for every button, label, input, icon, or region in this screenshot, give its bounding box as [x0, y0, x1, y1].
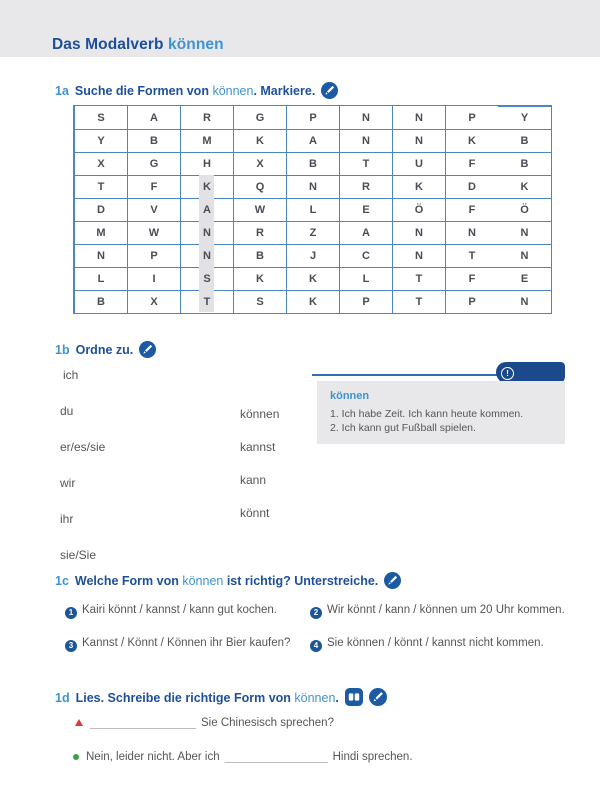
grid-letter: W — [254, 204, 266, 216]
grid-letter: T — [468, 250, 476, 262]
grid-letter: N — [415, 135, 423, 147]
grid-letter: K — [309, 273, 317, 285]
grid-cell[interactable] — [127, 221, 180, 244]
grid-cell[interactable] — [286, 175, 339, 198]
grid-cell[interactable] — [445, 244, 498, 267]
grid-cell[interactable] — [339, 152, 392, 175]
verb-form-list — [240, 407, 279, 539]
grid-letter: N — [362, 111, 370, 124]
grid-letter: T — [415, 296, 423, 308]
page-title — [52, 36, 224, 54]
section-1b-heading — [55, 341, 156, 359]
grid-cell[interactable] — [233, 129, 286, 152]
grid-letter: V — [150, 204, 158, 216]
book-icon — [345, 688, 363, 706]
heading-text-pre: Lies. Schreibe die richtige Form von — [75, 691, 295, 705]
grid-letter: X — [256, 158, 264, 170]
grid-letter: P — [362, 296, 370, 308]
grid-cell[interactable] — [233, 198, 286, 221]
grid-letter: N — [203, 227, 211, 239]
pencil-icon — [369, 688, 387, 706]
grid-cell[interactable] — [445, 267, 498, 290]
grid-cell[interactable] — [233, 244, 286, 267]
grid-cell[interactable] — [127, 129, 180, 152]
grid-letter: F — [468, 158, 476, 170]
grid-cell[interactable] — [286, 290, 339, 313]
grid-letter: L — [309, 204, 317, 216]
section-1d-number: 1d — [55, 691, 70, 705]
grid-cell[interactable] — [233, 152, 286, 175]
grid-cell[interactable] — [74, 175, 127, 198]
grid-cell[interactable] — [286, 221, 339, 244]
grid-letter: S — [256, 296, 264, 308]
grid-letter: M — [202, 135, 212, 147]
pronoun-du[interactable]: du — [60, 404, 74, 418]
grid-cell[interactable] — [339, 175, 392, 198]
grid-letter: X — [97, 158, 105, 170]
section-1b-number: 1b — [55, 343, 70, 357]
grid-cell[interactable] — [74, 267, 127, 290]
grid-cell[interactable] — [498, 198, 551, 221]
pencil-icon — [139, 341, 156, 358]
grid-letter: Q — [255, 181, 265, 193]
heading-text-post: ist richtig? Unterstreiche. — [223, 574, 379, 588]
grid-letter: A — [309, 135, 317, 147]
page-title-verb: können — [167, 36, 224, 53]
grid-letter: N — [415, 111, 423, 124]
grid-letter: N — [362, 135, 370, 147]
grid-letter: K — [520, 181, 529, 193]
grid-letter: E — [362, 204, 370, 216]
grid-cell[interactable] — [339, 244, 392, 267]
exercise-1c-item-2[interactable] — [310, 604, 565, 619]
grid-cell[interactable] — [74, 152, 127, 175]
section-1a-heading — [55, 82, 338, 100]
grid-letter: A — [362, 227, 370, 239]
grid-letter: N — [468, 227, 476, 239]
grid-letter: N — [415, 250, 423, 262]
grid-cell[interactable] — [286, 198, 339, 221]
grid-letter: K — [203, 181, 211, 193]
grid-letter: S — [97, 111, 105, 124]
grid-cell[interactable] — [180, 129, 233, 152]
grid-letter: U — [415, 158, 423, 170]
grid-cell[interactable] — [74, 290, 127, 313]
grid-letter: M — [96, 227, 106, 239]
grid-letter: D — [97, 204, 105, 216]
grid-letter: K — [309, 296, 317, 308]
exercise-1c-item-1[interactable] — [65, 604, 277, 619]
grid-cell[interactable] — [392, 129, 445, 152]
grid-cell[interactable] — [498, 106, 551, 129]
grid-cell[interactable] — [180, 152, 233, 175]
grid-letter: Ö — [520, 204, 529, 216]
verb-form-können[interactable]: können — [240, 407, 280, 421]
grid-cell[interactable] — [127, 198, 180, 221]
dialog-line-question — [75, 717, 334, 729]
heading-text-post: . Markiere. — [253, 84, 316, 98]
grid-letter: L — [362, 273, 370, 285]
grid-letter: F — [150, 181, 158, 193]
grid-letter: Z — [309, 227, 317, 239]
section-1c-heading — [55, 572, 401, 590]
grid-cell[interactable] — [74, 244, 127, 267]
grid-cell[interactable] — [392, 106, 445, 129]
grid-cell[interactable] — [445, 175, 498, 198]
grid-letter: N — [97, 250, 105, 262]
grid-cell[interactable] — [392, 290, 445, 313]
verb-form-kann[interactable]: kann — [240, 473, 267, 487]
grid-letter: K — [256, 135, 264, 147]
grid-letter: I — [152, 273, 156, 285]
highlighted-word-kannst — [199, 175, 214, 312]
heading-text-pre: Welche Form von — [74, 574, 183, 588]
item-1-text: Kairi könnt / kannst / kann gut kochen. — [82, 604, 277, 616]
grid-cell[interactable] — [498, 267, 551, 290]
grid-letter: K — [415, 181, 423, 193]
grid-letter: P — [150, 250, 158, 262]
infobox-example-2: 2. Ich kann gut Fußball spielen. — [330, 421, 476, 434]
heading-text-pre: Ordne zu. — [75, 343, 134, 357]
grid-letter: K — [468, 135, 476, 147]
grid-cell[interactable] — [127, 152, 180, 175]
grid-letter: E — [520, 273, 529, 285]
pencil-icon — [384, 572, 401, 589]
item-3-text: Kannst / Könnt / Können ihr Bier kaufen? — [82, 637, 291, 649]
grid-cell[interactable] — [392, 152, 445, 175]
grid-letter: A — [203, 204, 211, 216]
grid-letter: T — [415, 273, 423, 285]
grid-letter: P — [468, 111, 476, 124]
grid-letter: N — [415, 227, 423, 239]
grid-cell[interactable] — [498, 290, 551, 313]
grid-letter: T — [97, 181, 105, 193]
verb-form-kannst[interactable]: kannst — [240, 440, 276, 454]
grid-letter: Ö — [414, 204, 424, 216]
grid-cell[interactable] — [286, 244, 339, 267]
grid-cell[interactable] — [498, 175, 551, 198]
grid-letter: Y — [97, 135, 105, 147]
pronoun-ihr[interactable]: ihr — [60, 512, 74, 526]
grid-cell[interactable] — [498, 129, 551, 152]
grid-letter: P — [309, 111, 317, 124]
grid-letter: W — [148, 227, 160, 239]
section-1c-number: 1c — [55, 574, 69, 588]
grid-letter: K — [256, 273, 264, 285]
grid-cell[interactable] — [233, 267, 286, 290]
item-2-text: Wir könnt / kann / können um 20 Uhr kommen. — [327, 604, 565, 616]
grid-cell[interactable] — [445, 129, 498, 152]
answer-text-post: Hindi sprechen. — [332, 751, 413, 763]
grid-cell[interactable] — [233, 106, 286, 129]
grid-cell[interactable] — [286, 129, 339, 152]
grid-letter: R — [203, 111, 211, 124]
grid-cell[interactable] — [339, 290, 392, 313]
grid-cell[interactable] — [74, 129, 127, 152]
question-text: Sie Chinesisch sprechen? — [201, 717, 334, 729]
answer-blank-1[interactable] — [90, 719, 196, 729]
item-4-text: Sie können / könnt / kannst nicht kommen. — [327, 637, 544, 649]
grid-letter: R — [256, 227, 264, 239]
pencil-icon — [321, 82, 338, 99]
grid-letter: G — [255, 111, 265, 124]
grid-letter: H — [203, 158, 211, 170]
grid-letter: N — [520, 296, 529, 308]
heading-text-post: . — [335, 691, 339, 705]
grid-cell[interactable] — [498, 244, 551, 267]
grid-cell[interactable] — [498, 221, 551, 244]
heading-text-pre: Suche die Formen von — [74, 84, 213, 98]
heading-verb: können — [212, 84, 254, 98]
word-search-grid — [73, 105, 552, 314]
grid-letter: X — [150, 296, 158, 308]
exclamation-icon: ! — [501, 367, 514, 380]
item-1-badge: 1 — [65, 607, 77, 619]
exercise-1c-item-4[interactable] — [310, 637, 544, 652]
infobox-rule-line — [312, 374, 504, 376]
grid-cell[interactable] — [74, 198, 127, 221]
heading-verb: können — [182, 574, 224, 588]
grid-cell[interactable] — [286, 106, 339, 129]
grid-cell[interactable] — [392, 244, 445, 267]
pronoun-list — [60, 368, 105, 584]
grid-cell[interactable] — [74, 221, 127, 244]
grid-cell[interactable] — [392, 221, 445, 244]
grid-cell[interactable] — [180, 106, 233, 129]
grid-cell[interactable] — [286, 152, 339, 175]
grid-letter: R — [362, 181, 370, 193]
grid-letter: S — [203, 273, 211, 285]
grid-letter: B — [150, 135, 158, 147]
exercise-1c-item-3[interactable] — [65, 637, 290, 652]
pronoun-sie-sie[interactable]: sie/Sie — [60, 548, 97, 562]
pronoun-wir[interactable]: wir — [60, 476, 76, 490]
speaker-b-dot-icon — [73, 754, 79, 760]
grid-cell[interactable] — [445, 152, 498, 175]
grid-letter: B — [97, 296, 105, 308]
grid-letter: Y — [520, 112, 529, 124]
section-1d-heading — [55, 688, 387, 707]
grid-letter: B — [520, 158, 529, 170]
infobox-title: können — [330, 390, 370, 402]
pronoun-er-es-sie[interactable]: er/es/sie — [60, 440, 106, 454]
grid-cell[interactable] — [286, 267, 339, 290]
pronoun-ich[interactable]: ich — [63, 368, 79, 382]
grid-letter: N — [203, 250, 211, 262]
grid-cell[interactable] — [339, 106, 392, 129]
grid-cell[interactable] — [233, 221, 286, 244]
grid-cell[interactable] — [445, 221, 498, 244]
grid-letter: B — [256, 250, 264, 262]
verb-form-könnt[interactable]: könnt — [240, 506, 270, 520]
grid-letter: B — [309, 158, 317, 170]
grid-cell[interactable] — [339, 198, 392, 221]
grid-letter: A — [150, 111, 158, 124]
grid-cell[interactable] — [233, 175, 286, 198]
dialog-line-answer — [73, 751, 413, 763]
item-3-badge: 3 — [65, 640, 77, 652]
grammar-infobox — [317, 381, 565, 444]
heading-verb: können — [294, 691, 336, 705]
grid-letter: J — [309, 250, 317, 262]
grid-cell[interactable] — [392, 198, 445, 221]
grid-cell[interactable] — [498, 152, 551, 175]
grid-letter: P — [468, 296, 476, 308]
grid-letter: N — [309, 181, 317, 193]
grid-cell[interactable] — [233, 290, 286, 313]
grid-cell[interactable] — [127, 290, 180, 313]
item-2-badge: 2 — [310, 607, 322, 619]
grid-cell[interactable] — [127, 267, 180, 290]
grid-letter: G — [149, 158, 159, 170]
grid-cell[interactable] — [392, 175, 445, 198]
page-title-text: Das Modalverb — [52, 36, 164, 53]
item-4-badge: 4 — [310, 640, 322, 652]
grid-cell[interactable] — [339, 221, 392, 244]
grid-cell[interactable] — [445, 290, 498, 313]
grid-letter: C — [362, 250, 370, 262]
answer-blank-2[interactable] — [225, 753, 328, 763]
grid-cell[interactable] — [127, 244, 180, 267]
grid-cell[interactable] — [339, 129, 392, 152]
infobox-example-1: 1. Ich habe Zeit. Ich kann heute kommen. — [330, 408, 524, 420]
grid-letter: B — [520, 135, 529, 147]
section-1a-number: 1a — [55, 84, 69, 98]
grid-letter: N — [520, 250, 529, 262]
grid-letter: F — [468, 273, 476, 285]
grid-letter: T — [362, 158, 370, 170]
grid-letter: D — [468, 181, 476, 193]
grid-letter: L — [97, 273, 105, 285]
grid-cell[interactable] — [445, 198, 498, 221]
grid-letter: N — [520, 227, 529, 239]
grid-cell[interactable] — [127, 175, 180, 198]
grid-cell[interactable] — [74, 106, 127, 129]
grid-letter: T — [203, 296, 211, 308]
answer-text-pre: Nein, leider nicht. Aber ich — [86, 751, 220, 763]
grid-cell[interactable] — [339, 267, 392, 290]
grid-cell[interactable] — [392, 267, 445, 290]
grid-cell[interactable] — [127, 106, 180, 129]
speaker-a-triangle-icon — [75, 719, 83, 726]
grid-letter: F — [468, 204, 476, 216]
grid-cell[interactable] — [445, 106, 498, 129]
